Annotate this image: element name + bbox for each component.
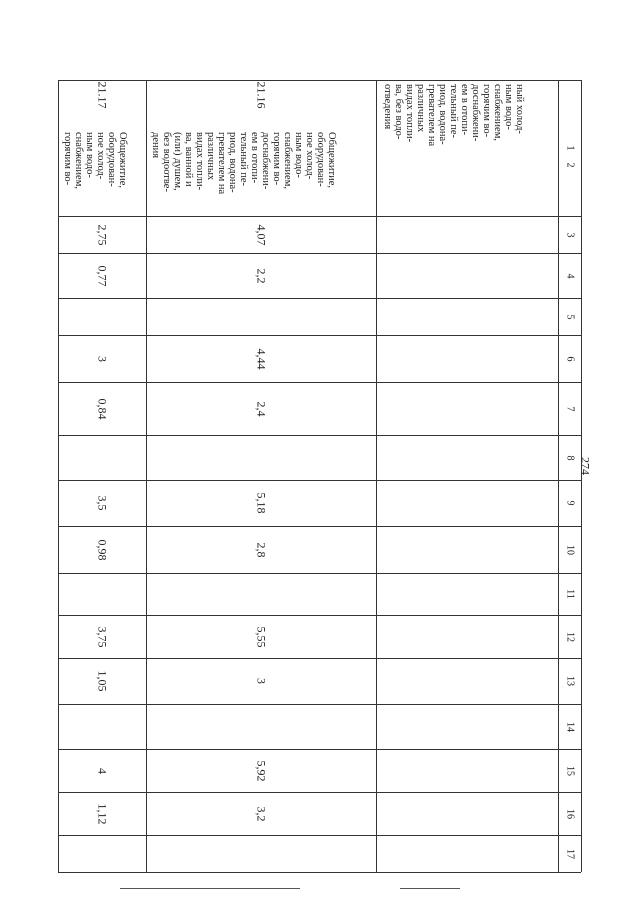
colnum-3: 3 — [564, 232, 575, 237]
colnum-12: 12 — [564, 631, 575, 642]
colnum-10: 10 — [564, 544, 575, 555]
tariff-table — [58, 80, 581, 872]
colnum-17: 17 — [564, 848, 575, 859]
colnum-1: 1 — [564, 145, 575, 151]
footer-rule-left — [120, 888, 300, 889]
row-2117-col13: 1,05 — [95, 670, 110, 692]
row-2116-col4: 2,2 — [254, 268, 269, 283]
page-number: 274 — [578, 457, 593, 475]
row-2117-col6: 3 — [95, 355, 110, 362]
row-2117-col4: 0,77 — [95, 265, 110, 286]
colnum-11: 11 — [564, 589, 575, 599]
row-2116-col15: 5,92 — [254, 760, 269, 781]
row-2117-col10: 0,98 — [95, 539, 110, 560]
row-2117-col12: 3,75 — [95, 626, 110, 647]
row-2116-col10: 2,8 — [254, 542, 269, 557]
row-continuation-description: ный холод- ным водо- снабжением, горячим во- доснабжени- ем в отопи- тельный пе- риод, водона- гревателем на различных видах топли- ва, без водо- отведения — [382, 84, 525, 147]
row-2116-col9: 5,18 — [254, 492, 269, 514]
colnum-16: 16 — [564, 808, 575, 819]
colnum-8: 8 — [564, 455, 575, 460]
row-2117-description: Общежитие, оборудован- ное холод- ным водо- снабжением, горячим во- — [62, 132, 128, 189]
colnum-15: 15 — [564, 765, 575, 776]
colnum-13: 13 — [564, 676, 575, 686]
footer-rule-right — [400, 888, 460, 889]
row-2117-id: 21.17 — [95, 81, 110, 109]
colnum-4: 4 — [564, 273, 575, 278]
row-2116-id: 21.16 — [254, 81, 269, 109]
colnum-5: 5 — [564, 314, 575, 319]
colnum-9: 9 — [564, 500, 575, 506]
row-2117-col16: 1,12 — [95, 803, 110, 824]
row-2117-col3: 2,75 — [95, 224, 110, 245]
row-2116-col6: 4,44 — [254, 348, 269, 369]
colnum-6: 6 — [564, 356, 575, 361]
row-2116-col7: 2,4 — [254, 401, 269, 416]
colnum-14: 14 — [564, 721, 575, 732]
row-2116-col12: 5,55 — [254, 626, 269, 647]
row-2116-col16: 3,2 — [254, 806, 269, 821]
row-2117-col15: 4 — [95, 767, 110, 774]
row-2116-col13: 3 — [254, 678, 269, 684]
colnum-2: 2 — [564, 162, 575, 168]
row-2116-col3: 4,07 — [254, 224, 269, 245]
row-2117-col7: 0,84 — [95, 398, 110, 419]
colnum-7: 7 — [564, 406, 575, 411]
row-2117-col9: 3,5 — [95, 495, 110, 511]
row-2116-description: Общежитие, оборудован- ное холод- ным водо- снабжением, горячим во- доснабжени- ем в отопи- тельный пе- риод, водона- гревателем на различных видах топли- ва, ванной и (или) душем, без водоотве- дения — [150, 132, 337, 195]
